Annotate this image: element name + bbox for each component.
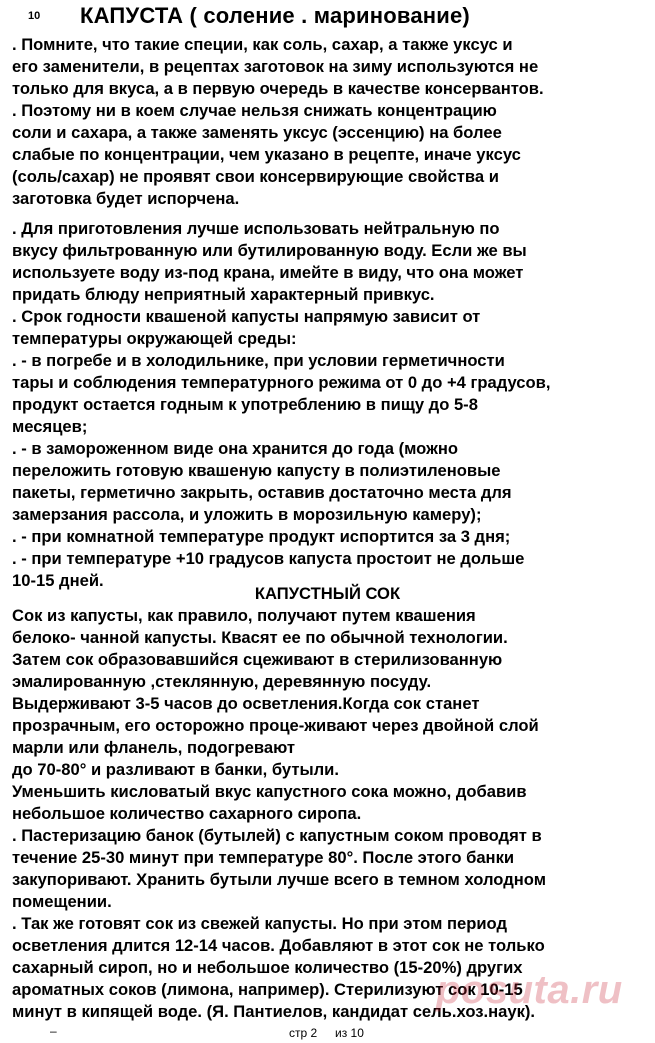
block3-line: течение 25-30 минут при температуре 80°. После этого банки [12,848,515,867]
juice-paragraphs [12,605,648,1023]
block2-line: . - при температуре +10 градусов капуста простоит не дольше [12,549,525,568]
block3-line: белоко- чанной капусты. Квасят ее по обычной технологии. [12,628,508,647]
block3-line: до 70-80° и разливают в банки, бутыли. [12,760,339,779]
block3-line: марли или фланель, подогревают [12,738,295,757]
watermark-logo: posuta.ru [436,968,623,1012]
block2-line: температуры окружающей среды: [12,329,297,348]
block1-line: заготовка будет испорчена. [12,189,240,208]
block3-line: помещении. [12,892,112,911]
block3-line: Выдерживают 3-5 часов до осветления.Когда сок станет [12,694,480,713]
block1-line: (соль/сахар) не проявят свои консервирующие свойства и [12,167,499,186]
block3-line: . Так же готовят сок из свежей капусты. Но при этом период [12,914,507,933]
block3-line: прозрачным, его осторожно проце-живают через двойной слой [12,716,539,735]
block3-line: ароматных соков (лимона, например). Стерилизуют сок 10-15 [12,980,523,999]
section-heading: КАПУСТНЫЙ СОК [254,584,401,603]
block2-line: замерзания рассола, и уложить в морозильную камеру); [12,505,482,524]
block1-line: слабые по концентрации, чем указано в рецепте, иначе уксус [12,145,521,164]
footer-dash: – [50,1024,57,1038]
block2-line: . - в погребе и в холодильнике, при условии герметичности [12,351,505,370]
block3-line: сахарный сироп, но и небольшое количество (15-20%) других [12,958,523,977]
block3-line: осветления длится 12-14 часов. Добавляют в этот сок не только [12,936,545,955]
intro-paragraphs [12,34,648,210]
block2-line: пакеты, герметично закрыть, оставив достаточно места для [12,483,512,502]
block3-line: минут в кипящей воде. (Я. Пантиелов, кандидат сель.хоз.наук). [12,1002,536,1021]
block2-line: . Для приготовления лучше использовать нейтральную по [12,219,500,238]
block2-line: месяцев; [12,417,88,436]
block3-line: Сок из капусты, как правило, получают путем квашения [12,606,476,625]
block1-line: . Помните, что такие специи, как соль, сахар, а также уксус и [12,35,513,54]
block2-line: . - при комнатной температуре продукт испортится за 3 дня; [12,527,511,546]
block1-line: его заменители, в рецептах заготовок на зиму используются не [12,57,539,76]
block2-line: 10-15 дней. [12,571,104,590]
block3-line: эмалированную ,стеклянную, деревянную посуду. [12,672,432,691]
block1-line: . Поэтому ни в коем случае нельзя снижать концентрацию [12,101,497,120]
block2-line: используете воду из-под крана, имейте в виду, что она может [12,263,524,282]
block3-line: Уменьшить кисловатый вкус капустного сока можно, добавив [12,782,527,801]
block2-line: вкусу фильтрованную или бутилированную воду. Если же вы [12,241,527,260]
page-title: КАПУСТА ( соление . маринование) [80,3,470,28]
block3-line: Затем сок образовавшийся сцеживают в стерилизованную [12,650,503,669]
corner-mark: 10 [28,10,41,22]
block2-line: тары и соблюдения температурного режима от 0 до +4 градусов, [12,373,551,392]
block3-line: . Пастеризацию банок (бутылей) с капустным соком проводят в [12,826,542,845]
page-total-label: из 10 [335,1026,364,1040]
block1-line: только для вкуса, а в первую очередь в качестве консервантов. [12,79,544,98]
block2-line: . Срок годности квашеной капусты напрямую зависит от [12,307,481,326]
storage-paragraphs [12,218,648,592]
block2-line: продукт остается годным к употреблению в пищу до 5-8 [12,395,478,414]
page-number-label: стр 2 [289,1026,318,1040]
block3-line: небольшое количество сахарного сиропа. [12,804,362,823]
block2-line: переложить готовую квашеную капусту в полиэтиленовые [12,461,501,480]
block3-line: закупоривают. Хранить бутыли лучше всего в темном холодном [12,870,546,889]
block1-line: соли и сахара, а также заменять уксус (эссенцию) на более [12,123,502,142]
block2-line: придать блюду неприятный характерный привкус. [12,285,435,304]
block2-line: . - в замороженном виде она хранится до года (можно [12,439,458,458]
